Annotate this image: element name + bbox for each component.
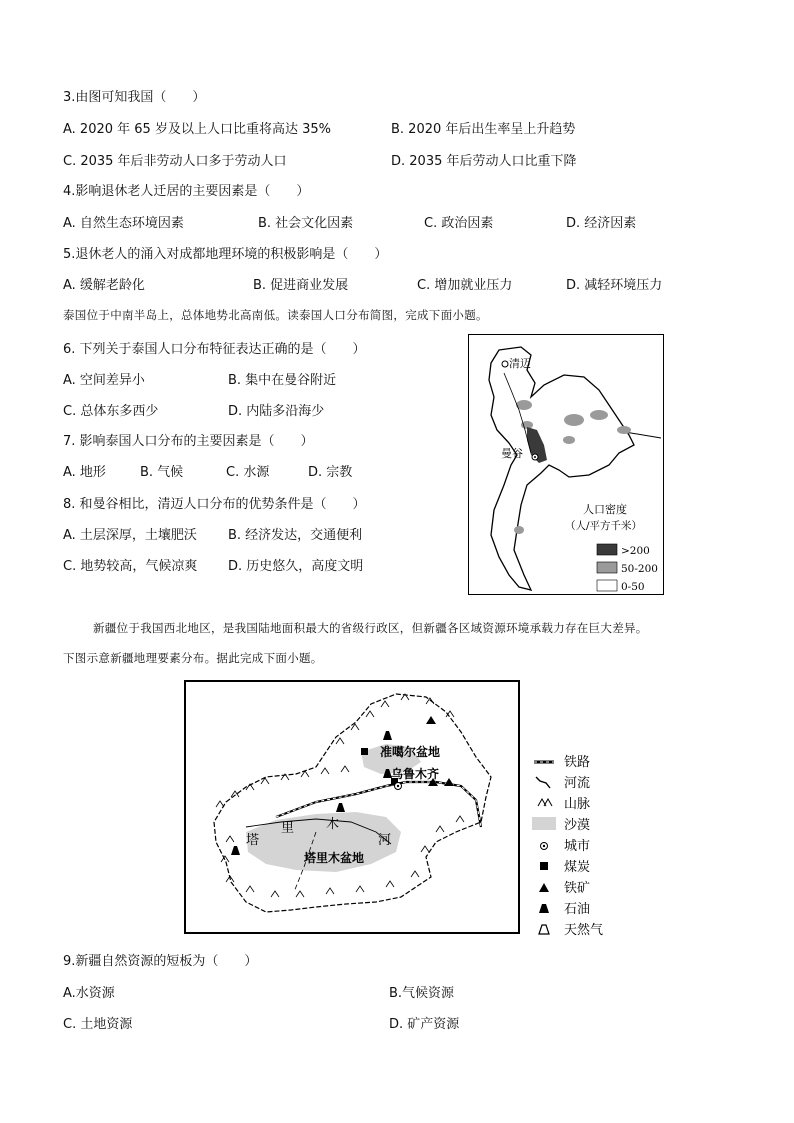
legend-title: 人口密度 bbox=[583, 503, 627, 516]
q5-stem: 5.退休老人的涌入对成都地理环境的积极影响是（ ） bbox=[63, 247, 388, 262]
density-patch-mid bbox=[564, 414, 584, 426]
q6-stem: 6. 下列关于泰国人口分布特征表达正确的是（ ） bbox=[63, 342, 366, 357]
q6-option-c: C. 总体东多西少 bbox=[63, 404, 159, 419]
q4-option-d: D. 经济因素 bbox=[566, 216, 637, 231]
legend-river-icon bbox=[536, 777, 550, 788]
q4-option-a: A. 自然生态环境因素 bbox=[63, 216, 184, 231]
label-junggar-basin: 准噶尔盆地 bbox=[380, 745, 441, 759]
legend-swatch-mid bbox=[597, 562, 617, 573]
q5-option-c: C. 增加就业压力 bbox=[417, 278, 513, 293]
legend-river-label: 河流 bbox=[564, 776, 591, 791]
xinjiang-intro-line1: 新疆位于我国西北地区，是我国陆地面积最大的省级行政区，但新疆各区域资源环境承载力存在巨大差异。 bbox=[93, 621, 648, 635]
q5-option-a: A. 缓解老龄化 bbox=[63, 278, 145, 293]
legend-coal-label: 煤炭 bbox=[564, 860, 591, 875]
legend-desert-swatch bbox=[532, 817, 556, 830]
legend-label-low: 0-50 bbox=[621, 581, 645, 593]
q3-option-c: C. 2035 年后非劳动人口多于劳动人口 bbox=[63, 154, 287, 169]
q7-option-b: B. 气候 bbox=[140, 465, 184, 480]
q9-option-a: A.水资源 bbox=[63, 986, 115, 1001]
q3-option-a: A. 2020 年 65 岁及以上人口比重将高达 35% bbox=[63, 122, 331, 137]
legend-mountain-icon bbox=[538, 799, 552, 806]
xinjiang-map-svg bbox=[186, 682, 518, 932]
coal-symbol bbox=[361, 748, 368, 755]
thailand-population-map bbox=[468, 334, 664, 595]
q8-stem: 8. 和曼谷相比，清迈人口分布的优势条件是（ ） bbox=[63, 497, 366, 512]
iron-symbol bbox=[444, 778, 454, 786]
q9-option-c: C. 土地资源 bbox=[63, 1017, 133, 1032]
label-river-char-4: 河 bbox=[378, 833, 392, 848]
legend-gas-icon bbox=[539, 925, 549, 934]
city-label-bangkok: 曼谷 bbox=[501, 447, 523, 460]
q3-option-b: B. 2020 年后出生率呈上升趋势 bbox=[391, 122, 576, 137]
q8-option-b: B. 经济发达，交通便利 bbox=[228, 528, 363, 543]
legend-mountain-label: 山脉 bbox=[564, 797, 591, 812]
q9-option-b: B.气候资源 bbox=[389, 986, 455, 1001]
label-tarim-basin: 塔里木盆地 bbox=[304, 851, 365, 865]
city-label-chiangmai: 清迈 bbox=[509, 357, 531, 370]
oil-symbol bbox=[383, 731, 392, 740]
q7-option-c: C. 水源 bbox=[226, 465, 270, 480]
legend-unit: （人/平方千米） bbox=[565, 520, 643, 532]
q3-option-d: D. 2035 年后劳动人口比重下降 bbox=[391, 154, 577, 169]
xinjiang-outline bbox=[214, 694, 491, 912]
iron-symbol bbox=[426, 716, 436, 724]
legend-coal-icon bbox=[540, 862, 548, 870]
legend-label-mid: 50-200 bbox=[621, 563, 658, 575]
q9-stem: 9.新疆自然资源的短板为（ ） bbox=[63, 954, 258, 969]
density-patch-mid bbox=[590, 410, 608, 420]
density-patch-mid bbox=[617, 426, 631, 434]
oil-symbol bbox=[336, 803, 345, 812]
label-river-char-1: 塔 bbox=[246, 833, 260, 848]
q7-option-d: D. 宗教 bbox=[308, 465, 353, 480]
q8-option-c: C. 地势较高，气候凉爽 bbox=[63, 559, 198, 574]
xinjiang-map bbox=[184, 680, 520, 934]
legend-oil-icon bbox=[539, 904, 549, 913]
city-marker-chiangmai bbox=[502, 361, 508, 367]
xinjiang-legend bbox=[532, 752, 642, 936]
xinjiang-intro-line2: 下图示意新疆地理要素分布。据此完成下面小题。 bbox=[63, 651, 323, 665]
legend-railway-label: 铁路 bbox=[564, 755, 591, 770]
q4-stem: 4.影响退休老人迁居的主要因素是（ ） bbox=[63, 184, 310, 199]
q8-option-a: A. 土层深厚，土壤肥沃 bbox=[63, 528, 197, 543]
thailand-map-svg bbox=[469, 335, 662, 593]
legend-iron-icon bbox=[539, 883, 549, 892]
q6-option-b: B. 集中在曼谷附近 bbox=[228, 373, 337, 388]
q6-option-d: D. 内陆多沿海少 bbox=[228, 404, 325, 419]
density-patch-mid bbox=[563, 436, 575, 444]
legend-desert-label: 沙漠 bbox=[564, 818, 591, 833]
thailand-intro: 泰国位于中南半岛上，总体地势北高南低。读泰国人口分布简图，完成下面小题。 bbox=[63, 308, 488, 322]
xinjiang-legend-svg bbox=[532, 752, 642, 936]
q8-option-d: D. 历史悠久，高度文明 bbox=[228, 559, 364, 574]
q3-stem: 3.由图可知我国（ ） bbox=[63, 90, 206, 105]
legend-swatch-low bbox=[597, 580, 617, 591]
label-river-char-2: 里 bbox=[281, 821, 295, 836]
q7-stem: 7. 影响泰国人口分布的主要因素是（ ） bbox=[63, 434, 314, 449]
q7-option-a: A. 地形 bbox=[63, 465, 106, 480]
label-river-char-3: 木 bbox=[326, 817, 340, 832]
oil-symbol bbox=[231, 846, 240, 855]
q6-option-a: A. 空间差异小 bbox=[63, 373, 145, 388]
q4-option-b: B. 社会文化因素 bbox=[258, 216, 354, 231]
label-urumqi: 乌鲁木齐 bbox=[391, 767, 440, 781]
q4-option-c: C. 政治因素 bbox=[424, 216, 494, 231]
legend-iron-label: 铁矿 bbox=[564, 881, 591, 896]
density-patch-mid bbox=[514, 526, 524, 534]
legend-city-label: 城市 bbox=[564, 839, 591, 854]
legend-oil-label: 石油 bbox=[564, 902, 591, 917]
q5-option-d: D. 减轻环境压力 bbox=[566, 278, 663, 293]
legend-gas-label: 天然气 bbox=[564, 923, 604, 936]
legend-swatch-high bbox=[597, 544, 617, 555]
q5-option-b: B. 促进商业发展 bbox=[253, 278, 349, 293]
q9-option-d: D. 矿产资源 bbox=[389, 1017, 460, 1032]
legend-label-high: >200 bbox=[621, 545, 650, 557]
